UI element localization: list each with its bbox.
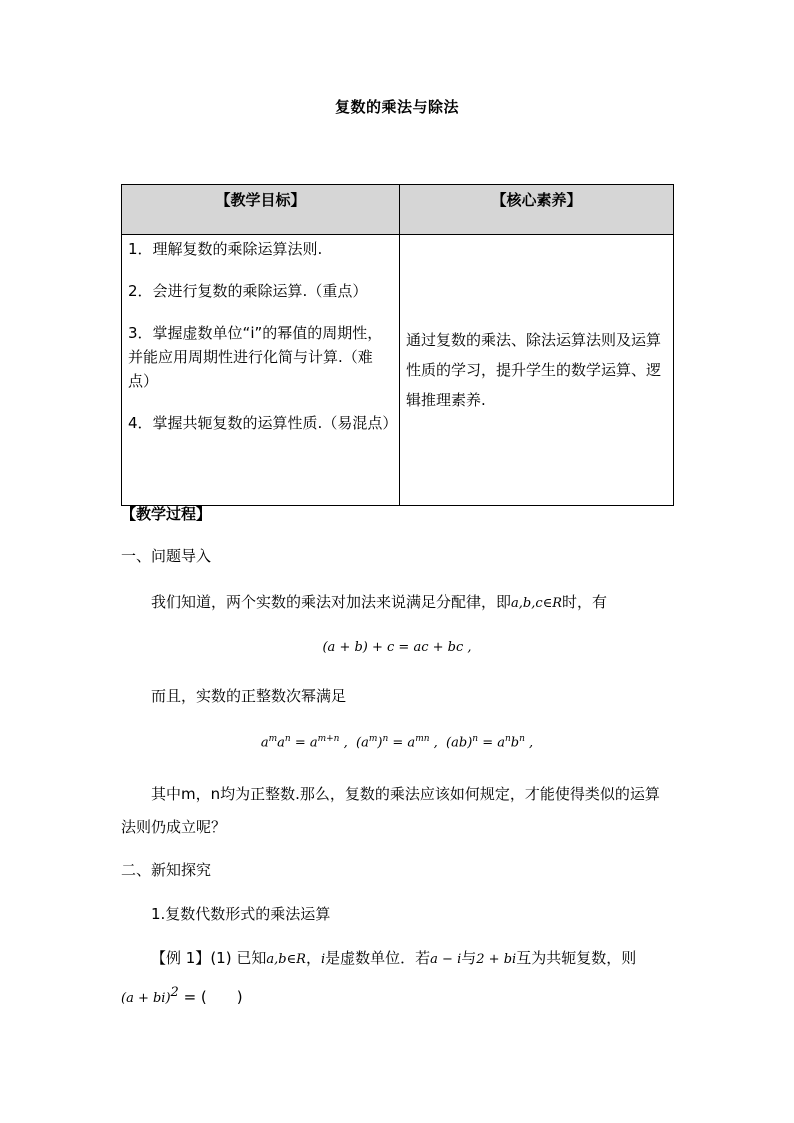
section1-paragraph2: 而且，实数的正整数次幂满足 <box>151 687 347 705</box>
example-1: 【例 1】(1) 已知a,b∈R，i是虚数单位．若a − i与2 + bi互为共轭复数，则 (a + bi)$^2$ = ( ) <box>121 949 637 1006</box>
goals-table <box>121 184 674 506</box>
core-header: 【核心素养】 <box>400 185 674 235</box>
goal-item: 2．会进行复数的乘除运算.（重点） <box>128 282 368 300</box>
goals-cell <box>122 235 400 506</box>
core-cell: 通过复数的乘法、除法运算法则及运算性质的学习，提升学生的数学运算、逻辑推理素养. <box>400 235 674 506</box>
goal-item: 4．掌握共轭复数的运算性质.（易混点） <box>128 414 398 432</box>
goals-header: 【教学目标】 <box>122 185 400 235</box>
process-heading: 【教学过程】 <box>121 505 212 523</box>
section1-heading: 一、问题导入 <box>121 547 212 565</box>
section2-heading: 二、新知探究 <box>121 861 212 879</box>
page-title: 复数的乘法与除法 <box>334 98 459 116</box>
section1-paragraph3: 其中m，n均为正整数.那么，复数的乘法应该如何规定，才能使得类似的运算法则仍成立呢？ <box>121 785 660 836</box>
formula-distributive: (a + b) + c = ac + bc , <box>322 640 472 655</box>
goal-item: 1．理解复数的乘除运算法则. <box>128 240 323 258</box>
goal-item: 3．掌握虚数单位“i”的幂值的周期性，并能应用周期性进行化简与计算.（难点） <box>128 324 383 390</box>
section1-paragraph1: 我们知道，两个实数的乘法对加法来说满足分配律，即a,b,c∈R时，有 <box>151 593 608 611</box>
math-abc-in-r: a,b,c∈R <box>511 596 563 611</box>
example-label: 【例 1】 <box>151 949 211 967</box>
formula-power-rules: $a^ma^n = a^{m+n}$ , $(a^m)^n = a^{mn}$ , $(ab)^n = a^nb^n$ , <box>260 734 534 751</box>
section2-subheading: 1.复数代数形式的乘法运算 <box>151 905 331 923</box>
